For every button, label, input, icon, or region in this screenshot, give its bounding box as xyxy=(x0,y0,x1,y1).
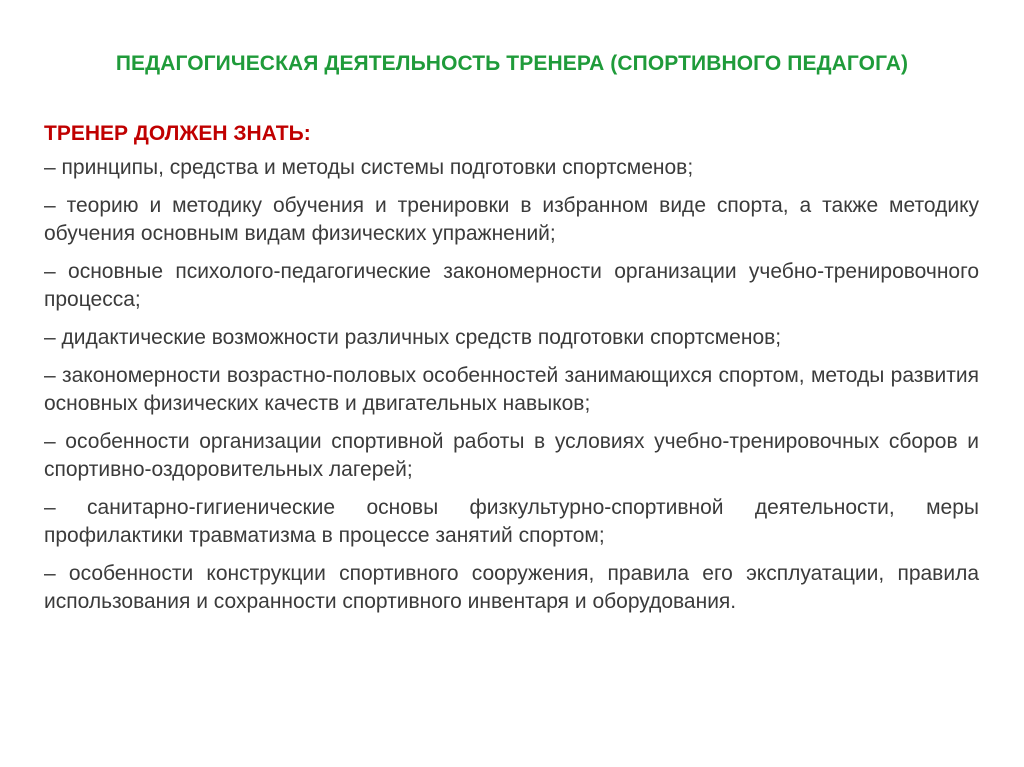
list-item: – дидактические возможности различных средств подготовки спортсменов; xyxy=(44,326,782,349)
slide-content xyxy=(44,120,979,626)
list-item: – закономерности возрастно-половых особенностей занимающихся спортом, методы развития основных физических качеств и двигательных навыков; xyxy=(44,364,979,415)
list-item: – принципы, средства и методы системы подготовки спортсменов; xyxy=(44,156,694,179)
knowledge-list xyxy=(44,154,979,616)
slide-title: ПЕДАГОГИЧЕСКАЯ ДЕЯТЕЛЬНОСТЬ ТРЕНЕРА (СПОРТИВНОГО ПЕДАГОГА) xyxy=(115,52,909,75)
list-item: – особенности конструкции спортивного сооружения, правила его эксплуатации, правила использования и сохранности спортивного инвентаря и оборудования. xyxy=(44,562,979,613)
list-item: – теорию и методику обучения и тренировки в избранном виде спорта, а также методику обучения основным видам физических упражнений; xyxy=(44,194,979,245)
list-item: – основные психолого-педагогические закономерности организации учебно-тренировочного процесса; xyxy=(44,260,979,311)
list-item: – особенности организации спортивной работы в условиях учебно-тренировочных сборов и спортивно-оздоровительных лагерей; xyxy=(44,430,979,481)
list-item: – санитарно-гигиенические основы физкультурно-спортивной деятельности, меры профилактики травматизма в процессе занятий спортом; xyxy=(44,496,979,547)
subheading: ТРЕНЕР ДОЛЖЕН ЗНАТЬ: xyxy=(44,122,311,145)
